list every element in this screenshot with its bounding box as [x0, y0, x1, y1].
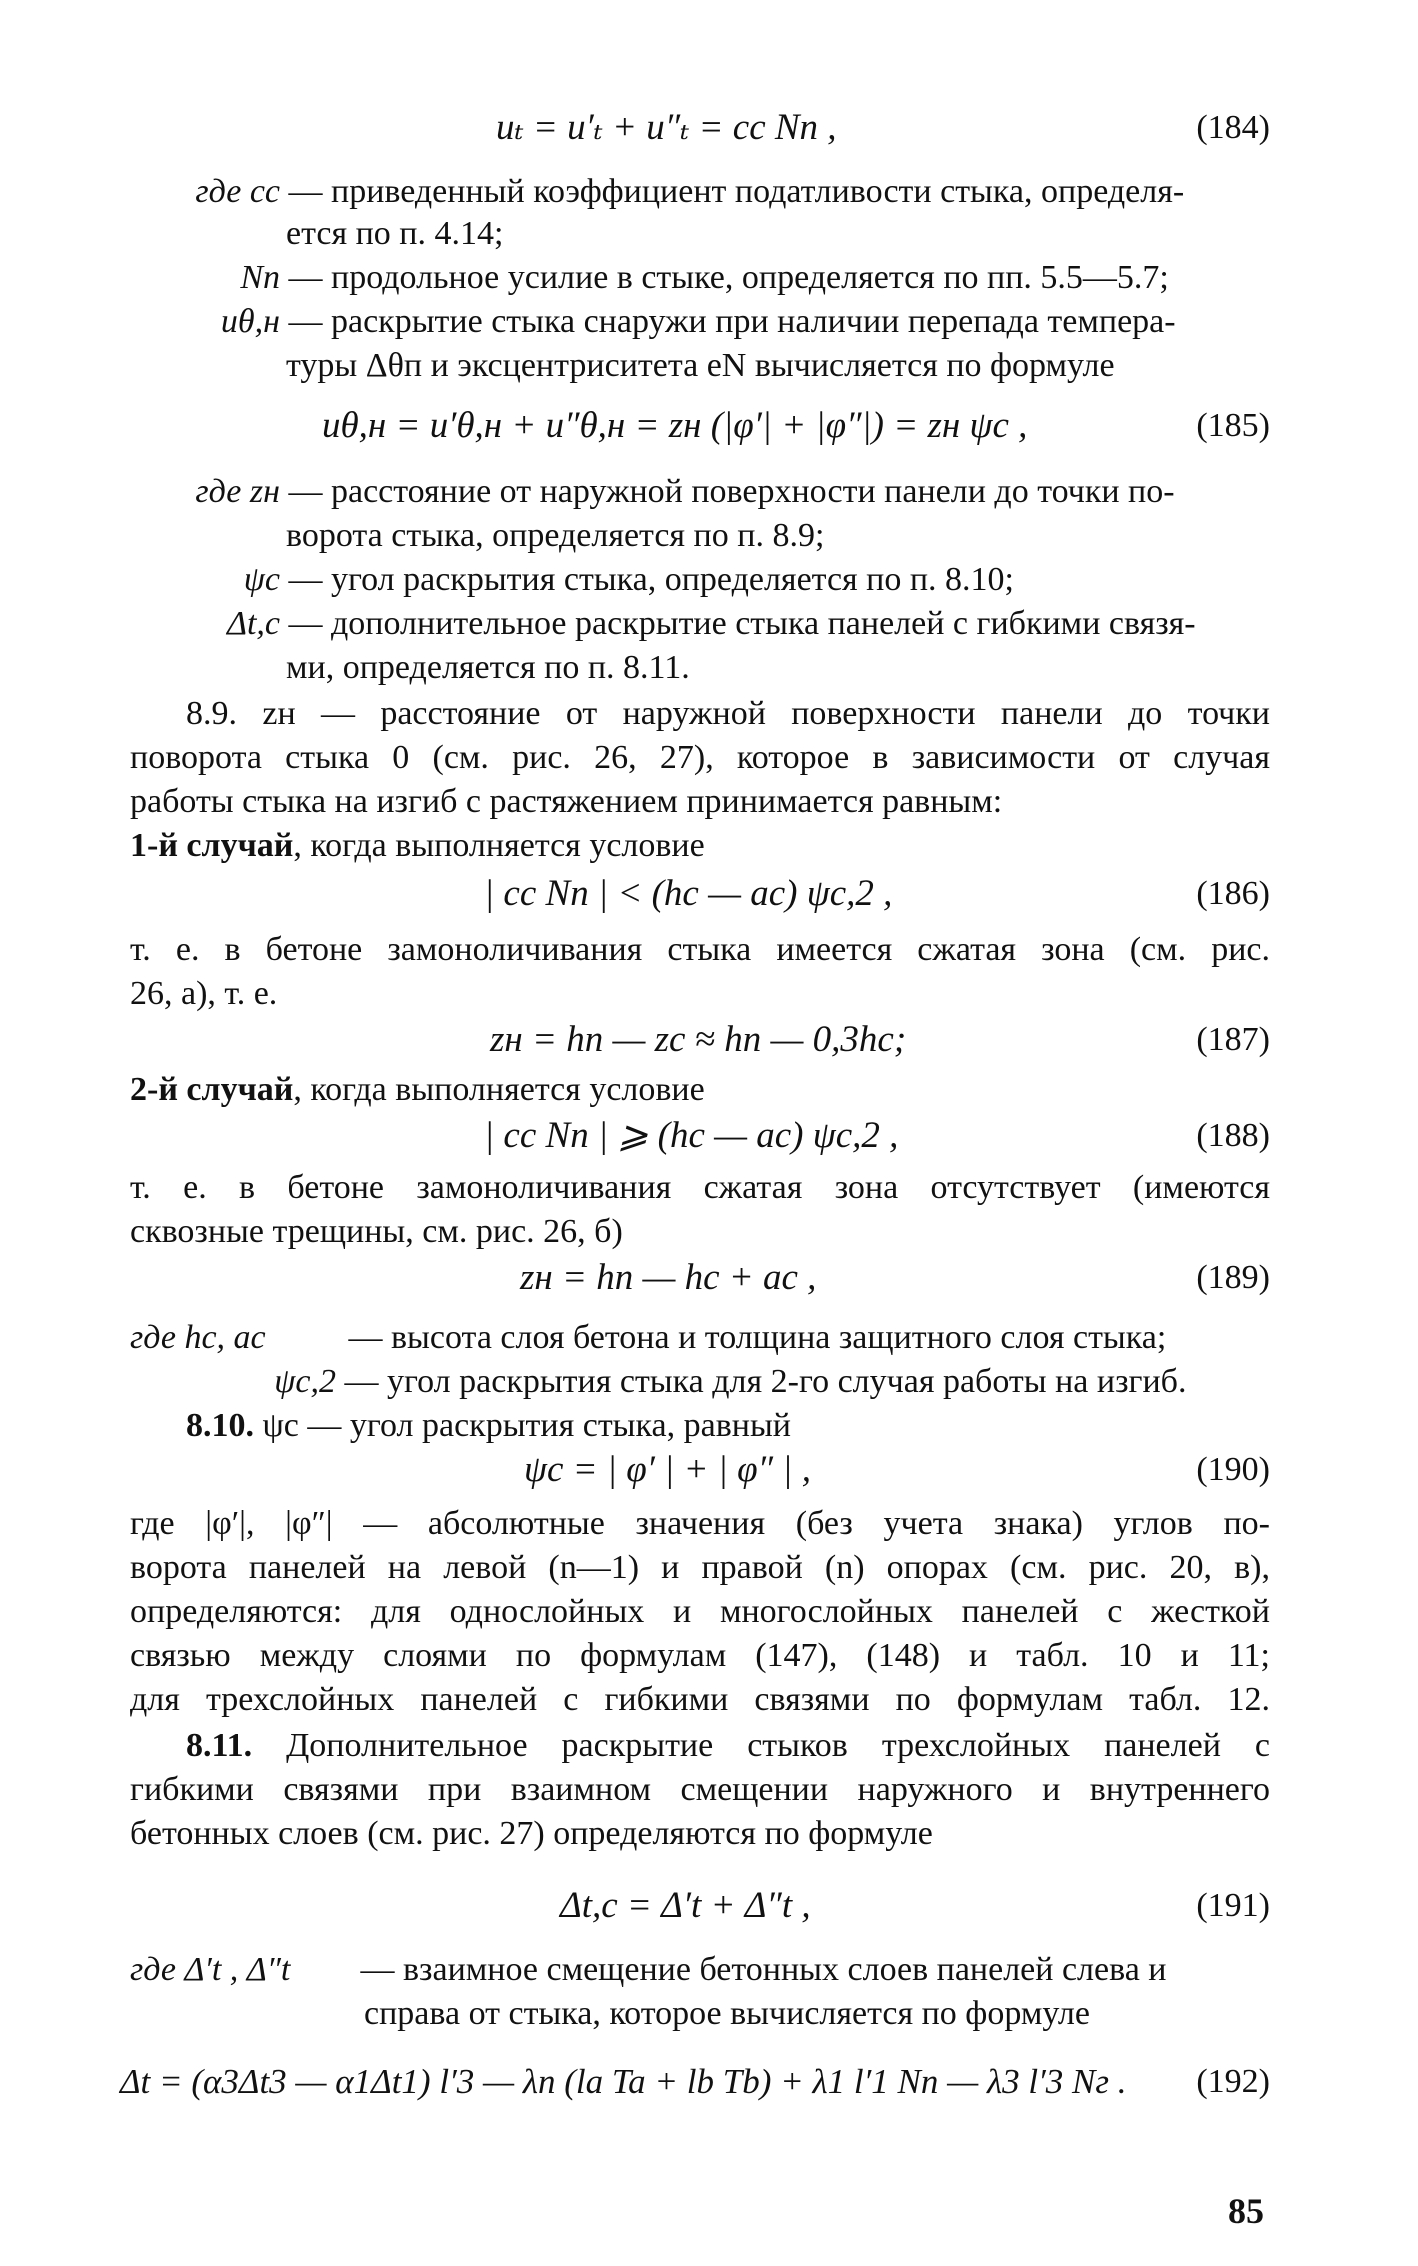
- paragraph-8-10-line: определяются: для однослойных и многослойных панелей с жесткой: [130, 1593, 1270, 1630]
- symbol-h-a: где hс, aс: [130, 1319, 266, 1356]
- equation-number-190: (190): [1196, 1451, 1270, 1488]
- symbol-psi-c: ψс: [243, 561, 280, 598]
- definition-line: [130, 1950, 1270, 1990]
- symbol-psi-c2: ψс,2: [274, 1363, 336, 1400]
- formula-187: zн = hп — zс ≈ hп — 0,3hс;: [490, 1019, 907, 1060]
- page-number: 85: [1228, 2191, 1264, 2231]
- formula-189: zн = hп — hс + aс ,: [520, 1257, 817, 1298]
- case-2-text: , когда выполняется условие: [293, 1071, 705, 1108]
- equation-number-191: (191): [1196, 1887, 1270, 1924]
- paragraph-8-11-line: гибкими связями при взаимном смещении наружного и внутреннего: [130, 1771, 1270, 1808]
- case-2-heading: [130, 1070, 705, 1110]
- equation-number-192: (192): [1196, 2063, 1270, 2100]
- equation-number-186: (186): [1196, 875, 1270, 912]
- definition-text: — угол раскрытия стыка, определяется по п. 8.10;: [288, 561, 1015, 598]
- definition-line: [130, 172, 1270, 212]
- paragraph-8-9-line: работы стыка на изгиб с растяжением принимается равным:: [130, 783, 1003, 820]
- definition-line: [130, 604, 1270, 644]
- symbol-n-p: Nп: [240, 259, 280, 296]
- definition-text: — высота слоя бетона и толщина защитного слоя стыка;: [348, 1319, 1167, 1356]
- paragraph-8-11-line: [186, 1726, 1270, 1766]
- definition-text: — дополнительное раскрытие стыка панелей с гибкими связя-: [288, 605, 1196, 642]
- definition-line: [130, 472, 1270, 512]
- formula-190: ψс = | φ′ | + | φ″ | ,: [524, 1449, 811, 1490]
- text-line: туры Δθп и эксцентриситета eN вычисляется по формуле: [286, 347, 1115, 384]
- text-line: ется по п. 4.14;: [286, 215, 504, 252]
- definition-text: — угол раскрытия стыка для 2-го случая работы на изгиб.: [344, 1363, 1187, 1400]
- case-1-label: 1-й случай: [130, 827, 294, 864]
- paragraph-8-10-line: где |φ′|, |φ″| — абсолютные значения (без учета знака) углов по-: [130, 1505, 1270, 1542]
- equation-number-189: (189): [1196, 1259, 1270, 1296]
- formula-186: | cс Nп | < (hс — aс) ψс,2 ,: [484, 873, 893, 914]
- paragraph-8-11-line: бетонных слоев (см. рис. 27) определяются по формуле: [130, 1815, 933, 1852]
- formula-184: uₜ = u′ₜ + u″ₜ = cс Nп ,: [496, 107, 837, 148]
- formula-191: Δt,с = Δ′t + Δ″t ,: [560, 1885, 811, 1926]
- case-1-text: , когда выполняется условие: [293, 827, 705, 864]
- paragraph-8-9-line: 8.9. zн — расстояние от наружной поверхности панели до точки: [186, 695, 1270, 732]
- symbol-u-theta: uθ,н: [220, 303, 280, 340]
- equation-number-187: (187): [1196, 1021, 1270, 1058]
- definition-text: — продольное усилие в стыке, определяется по пп. 5.5—5.7;: [288, 259, 1169, 296]
- definition-line: [130, 1318, 1270, 1358]
- text-line: ми, определяется по п. 8.11.: [286, 649, 690, 686]
- formula-185: uθ,н = u′θ,н + u″θ,н = zн (|φ′| + |φ″|) = zн ψс ,: [322, 405, 1028, 446]
- definition-text: — раскрытие стыка снаружи при наличии перепада темпера-: [288, 303, 1176, 340]
- paragraph-8-10-line: связью между слоями по формулам (147), (148) и табл. 10 и 11;: [130, 1637, 1270, 1674]
- paragraph-text: Дополнительное раскрытие стыков трехслойных панелей с: [252, 1727, 1270, 1764]
- formula-192: Δt = (α3Δt3 — α1Δt1) l′3 — λп (la Ta + lb Tb) + λ1 l′1 Nп — λ3 l′3 Nг .: [120, 2062, 1127, 2101]
- case-2-label: 2-й случай: [130, 1071, 294, 1108]
- symbol-delta-tc: Δt,с: [227, 605, 280, 642]
- text-line: т. е. в бетоне замоноличивания сжатая зона отсутствует (имеются: [130, 1169, 1270, 1206]
- section-number-8-10: 8.10.: [186, 1407, 254, 1444]
- symbol-c-s: где cс: [195, 173, 280, 210]
- paragraph-8-10-line: ворота панелей на левой (n—1) и правой (n) опорах (см. рис. 20, в),: [130, 1549, 1270, 1586]
- text-line: 26, а), т. е.: [130, 975, 278, 1012]
- equation-number-184: (184): [1196, 109, 1270, 146]
- definition-text: — расстояние от наружной поверхности панели до точки по-: [288, 473, 1175, 510]
- text-line: т. е. в бетоне замоноличивания стыка имеется сжатая зона (см. рис.: [130, 931, 1270, 968]
- formula-188: | cс Nп | ⩾ (hс — aс) ψс,2 ,: [484, 1115, 899, 1156]
- text-line: ворота стыка, определяется по п. 8.9;: [286, 517, 825, 554]
- paragraph-8-9-line: поворота стыка 0 (см. рис. 26, 27), которое в зависимости от случая: [130, 739, 1270, 776]
- equation-number-188: (188): [1196, 1117, 1270, 1154]
- paragraph-text: ψс — угол раскрытия стыка, равный: [254, 1407, 791, 1444]
- case-1-heading: [130, 826, 705, 866]
- section-number-8-11: 8.11.: [186, 1727, 253, 1764]
- text-line: сквозные трещины, см. рис. 26, б): [130, 1213, 623, 1250]
- paragraph-8-10-line: для трехслойных панелей с гибкими связями по формулам табл. 12.: [130, 1681, 1270, 1718]
- paragraph-8-10-heading: [186, 1406, 791, 1446]
- definition-text: — приведенный коэффициент податливости стыка, определя-: [288, 173, 1185, 210]
- definition-line: [130, 258, 1270, 298]
- equation-number-185: (185): [1196, 407, 1270, 444]
- definition-text: — взаимное смещение бетонных слоев панелей слева и: [360, 1951, 1167, 1988]
- symbol-delta-t: где Δ′t , Δ″t: [130, 1951, 291, 1988]
- definition-line: [130, 1362, 1270, 1402]
- definition-line: [130, 560, 1270, 600]
- definition-line: [130, 302, 1270, 342]
- symbol-z-n: где zн: [195, 473, 280, 510]
- text-line: справа от стыка, которое вычисляется по формуле: [364, 1995, 1090, 2032]
